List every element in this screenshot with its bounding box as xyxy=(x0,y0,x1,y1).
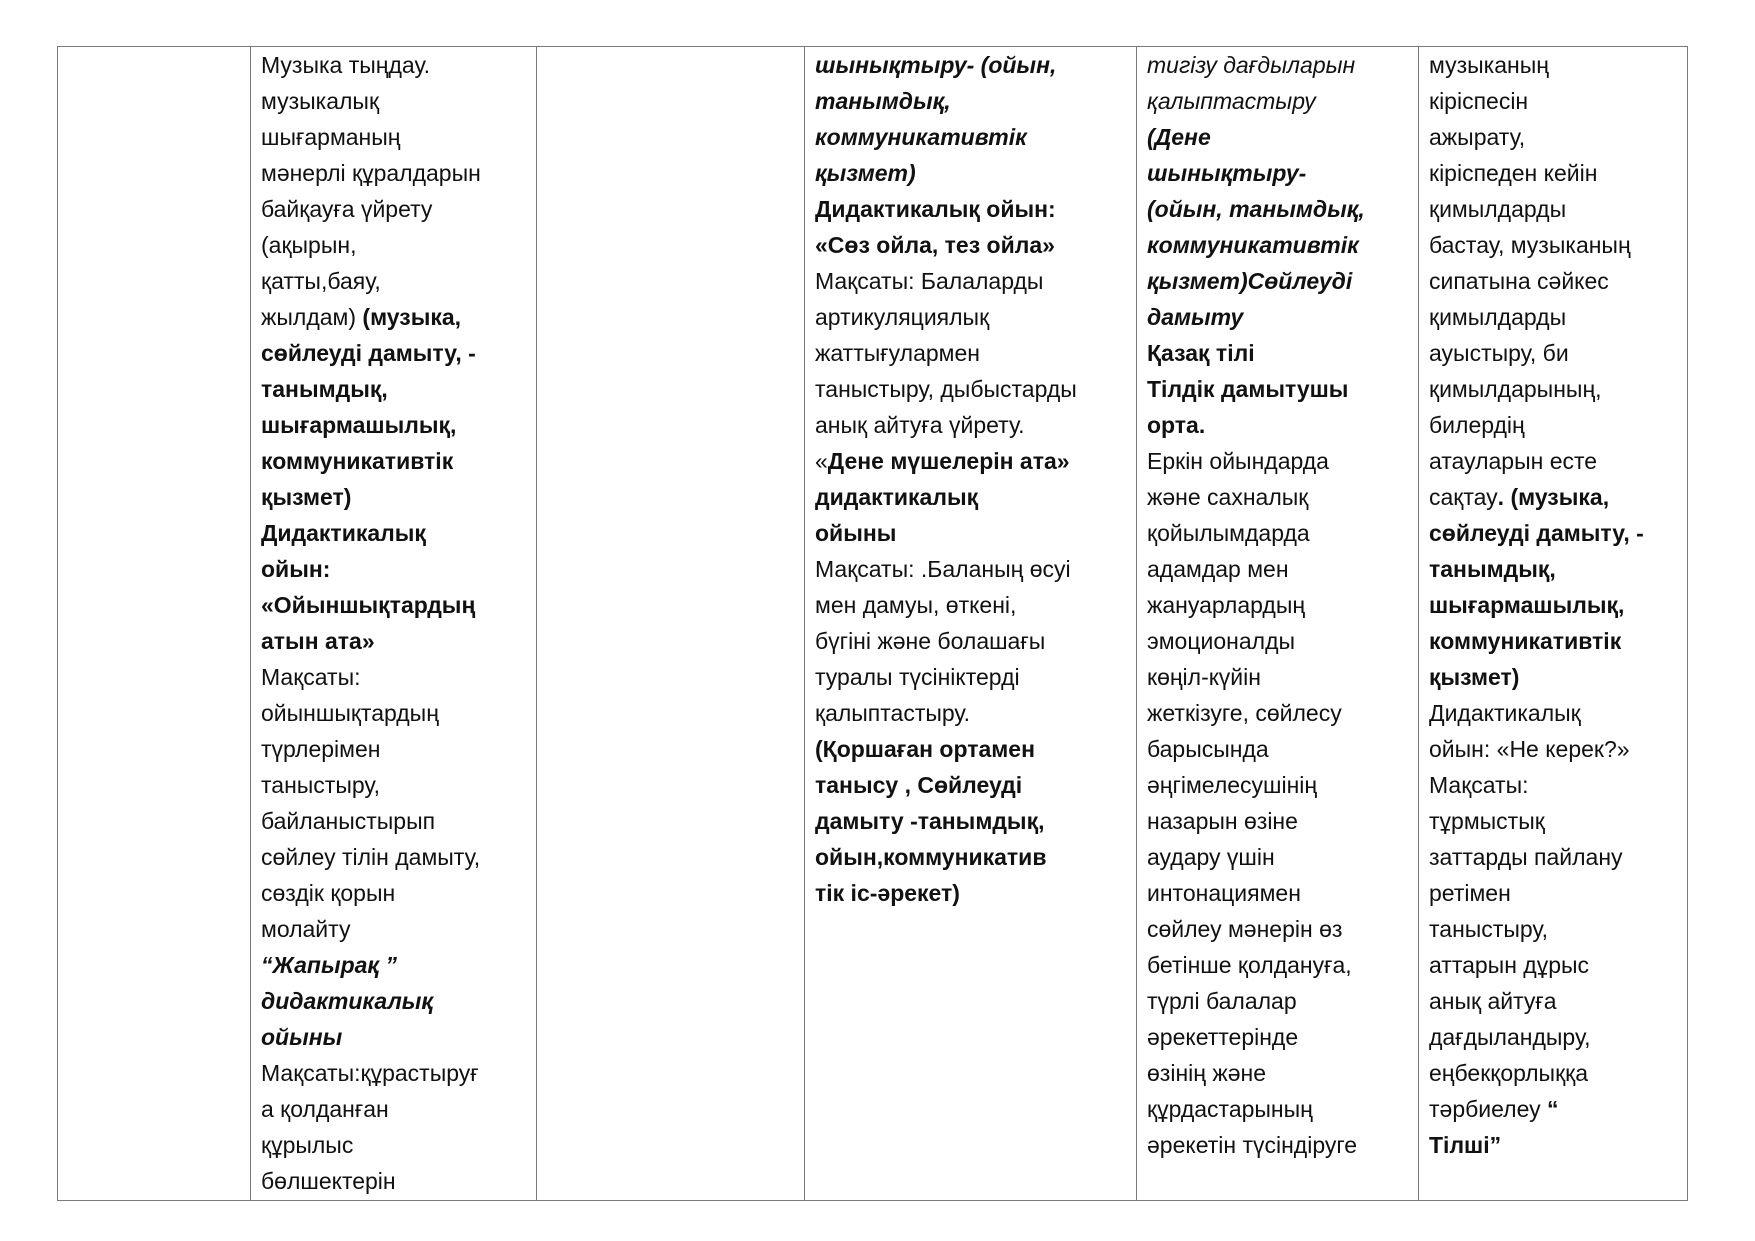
cell-text-segment: Дидактикалық ойын: «Сөз ойла, тез ойла» xyxy=(815,196,1056,258)
cell-text xyxy=(261,47,530,1199)
table-cell-col-6 xyxy=(1419,47,1688,1201)
cell-text-segment: Дидактикалық ойын: «Не керек?» Мақсаты: тұрмыстық заттарды пайлану ретімен таныстыру, аттарын дұрыс анық айтуға дағдыландыру, еңбекқорлыққа тәрбиелеу xyxy=(1429,700,1630,1122)
cell-text-segment: (Дене шынықтыру- (ойын, танымдық, коммуникативтік қызмет)Сөйлеуді дамыту xyxy=(1147,124,1365,330)
cell-text-segment: музыканың кіріспесін ажырату, кіріспеден кейін қимылдарды бастау, музыканың сипатына сәйкес қимылдарды ауыстыру, би қимылдарының, билердің атауларын есте сақтау xyxy=(1429,52,1631,510)
cell-text-segment: тигізу дағдыларын қалыптастыру xyxy=(1147,52,1356,114)
cell-text-segment: “Жапырақ ” дидактикалық ойыны xyxy=(261,952,434,1050)
cell-text-segment: шынықтыру- (ойын, танымдық, коммуникативтік қызмет) xyxy=(815,52,1057,186)
cell-text xyxy=(815,47,1130,911)
cell-text-segment: Мақсаты: Балаларды артикуляциялық жаттығулармен таныстыру, дыбыстарды анық айтуға үйрету. « xyxy=(815,268,1077,474)
table-cell-col-4 xyxy=(805,47,1137,1201)
cell-text-segment: (Қоршаған ортамен танысу , Сөйлеуді дамыту -танымдық, ойын,коммуникатив тік іс-әрекет) xyxy=(815,736,1047,906)
cell-text-segment: Дене мүшелерін ата» дидактикалық ойыны xyxy=(815,448,1070,546)
cell-text-segment: Мақсаты:құрастыруғ а қолданған құрылыс бөлшектерін xyxy=(261,1060,479,1194)
cell-text-segment: Мақсаты: .Баланың өсуі мен дамуы, өткені, бүгіні және болашағы туралы түсініктерді қалыптастыру. xyxy=(815,556,1071,726)
cell-text-segment: Мақсаты: ойыншықтардың түрлерімен таныстыру, байланыстырып сөйлеу тілін дамыту, сөздік қорын молайту xyxy=(261,664,481,942)
cell-text-segment: Еркін ойындарда және сахналық қойылымдарда адамдар мен жануарлардың эмоционалды көңіл-күйін жеткізуге, сөйлесу барысында әңгімелесушінің назарын өзіне аудару үшін интонациямен сөйлеу мәнерін өз бетінше қолдануға, түрлі балалар әрекеттерінде өзінің және құрдастарының әрекетін түсіндіруге xyxy=(1147,448,1358,1158)
cell-text xyxy=(1147,47,1412,1163)
cell-text-segment: Қазақ тілі Тілдік дамытушы орта. xyxy=(1147,340,1349,438)
cell-text-segment: “ Тілші” xyxy=(1429,1096,1559,1158)
table-cell-col-5 xyxy=(1137,47,1419,1201)
table-cell-col-2 xyxy=(251,47,537,1201)
table-row xyxy=(58,47,1688,1201)
cell-text-segment: . (музыка, сөйлеуді дамыту, - танымдық, шығармашылық, коммуникативтік қызмет) xyxy=(1429,484,1644,690)
table-cell-col-3 xyxy=(537,47,805,1201)
lesson-plan-table xyxy=(57,46,1688,1201)
cell-text-segment: (музыка, сөйлеуді дамыту, - танымдық, шығармашылық, коммуникативтік қызмет) Дидактикалық ойын: «Ойыншықтардың атын ата» xyxy=(261,304,476,654)
table-cell-col-1 xyxy=(58,47,251,1201)
cell-text-segment: Музыка тыңдау. музыкалық шығарманың мәнерлі құралдарын байқауға үйрету (ақырын, қатты,баяу, жылдам) xyxy=(261,52,481,330)
cell-text xyxy=(1429,47,1681,1163)
